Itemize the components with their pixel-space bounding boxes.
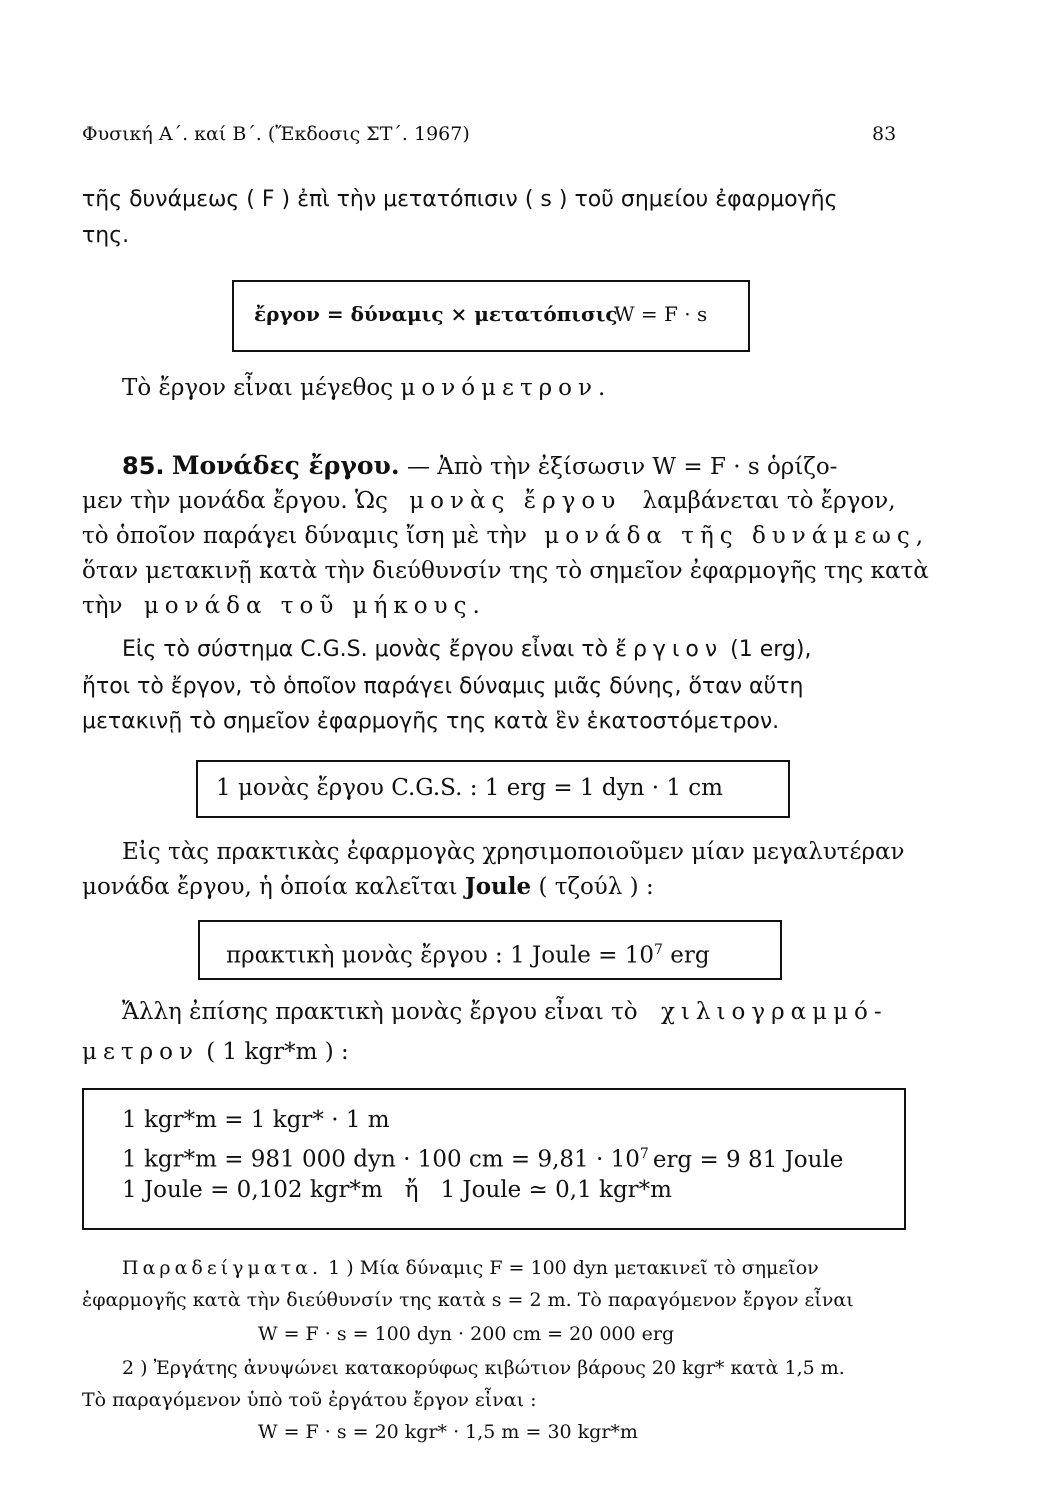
example-1-formula: W = F · s = 100 dyn · 200 cm = 20 000 erg xyxy=(258,1323,675,1345)
example-2-line-1: 2 ) Ἐργάτης ἀνυψώνει κατακορύφως κιβώτιον βάρους 20 kgr* κατὰ 1,5 m. xyxy=(122,1357,845,1379)
kgm-intro-line-1 xyxy=(122,998,888,1026)
cgs-line-2: ἤτοι τὸ ἔργον, τὸ ὁποῖον παράγει δύναμις μιᾶς δύνης, ὅταν αὕτη xyxy=(82,674,804,699)
cgs-unit-box xyxy=(196,760,790,818)
example-2-line-2: Τὸ παραγόμενον ὑπὸ τοῦ ἐργάτου ἔργον εἶναι : xyxy=(82,1389,537,1411)
joule-intro-l2-c: ( τζούλ ) : xyxy=(538,874,654,900)
section-number: 85. xyxy=(122,452,165,480)
practical-unit-box xyxy=(198,920,782,980)
joule-intro-l2-b: Joule xyxy=(464,873,532,900)
practical-unit-a: πρακτικὴ μονὰς ἔργου : 1 Joule = 10 xyxy=(226,942,655,969)
section-line-1-rest: — Ἀπὸ τὴν ἐξίσωσιν W = F · s ὁρίζο- xyxy=(406,454,838,480)
section-l2-c: λαμβάνεται τὸ ἔργον, xyxy=(642,488,896,514)
joule-intro-line-2 xyxy=(82,873,654,901)
cgs-line-3: μετακινῇ τὸ σημεῖον ἐφαρμογῆς της κατὰ ἓν ἑκατοστόμετρον. xyxy=(82,709,780,734)
section-l3-a: τὸ ὁποῖον παράγει δύναμις ἴση μὲ τὴν xyxy=(82,523,527,549)
kgm-intro-l1-a: Ἄλλη ἐπίσης πρακτικὴ μονὰς ἔργου εἶναι τὸ xyxy=(122,999,638,1025)
scalar-lead: Τὸ ἔργον εἶναι μέγεθος xyxy=(122,375,394,401)
page-number: 83 xyxy=(872,123,897,145)
scalar-spaced: μονόμετρον. xyxy=(400,375,612,401)
practical-unit-b: erg xyxy=(662,942,710,969)
section-line-2 xyxy=(82,487,896,515)
kgm-line-2-exp: 7 xyxy=(639,1146,649,1162)
section-title: Μονάδες ἔργου. xyxy=(171,451,400,480)
kgm-intro-l1-b: χιλιογραμμό- xyxy=(660,999,888,1025)
kgm-line-3: 1 Joule = 0,102 kgr*m ἤ 1 Joule ≃ 0,1 kgr*m xyxy=(122,1177,672,1203)
section-l3-b: μονάδα τῆς δυνάμεως, xyxy=(544,523,930,549)
work-definition-box xyxy=(232,280,750,352)
section-line-4: ὅταν μετακινῇ κατὰ τὴν διεύθυνσίν της τὸ σημεῖον ἐφαρμογῆς της κατὰ xyxy=(82,558,929,584)
kgm-line-2-a: 1 kgr*m = 981 000 dyn · 100 cm = 9,81 · 10 xyxy=(122,1146,640,1173)
joule-intro-line-1: Εἰς τὰς πρακτικὰς ἐφαρμογὰς χρησιμοποιοῦμεν μίαν μεγαλυτέραν xyxy=(122,839,905,865)
cgs-l1-a: Εἰς τὸ σύστημα C.G.S. μονὰς ἔργου εἶναι τὸ xyxy=(122,637,609,662)
kgm-intro-l2-b: ( 1 kgr*m ) : xyxy=(206,1039,349,1065)
kgm-line-2 xyxy=(122,1140,843,1174)
section-l2-a: μεν τὴν μονάδα ἔργου. Ὡς xyxy=(82,488,388,514)
joule-intro-l2-a: μονάδα ἔργου, ἡ ὁποία καλεῖται xyxy=(82,874,458,900)
kgm-intro-l2-a: μετρον xyxy=(82,1039,199,1065)
example-2-formula: W = F · s = 20 kgr* · 1,5 m = 30 kgr*m xyxy=(258,1421,638,1443)
examples-label: Παραδείγματα. xyxy=(122,1257,323,1279)
cgs-l1-c: (1 erg), xyxy=(730,637,812,662)
section-l2-b: μονὰς ἔργου xyxy=(409,488,622,514)
kgm-line-1: 1 kgr*m = 1 kgr* · 1 m xyxy=(122,1107,390,1133)
example-1-line-1 xyxy=(122,1256,819,1280)
work-definition-words: ἔργον = δύναμις × μετατόπισις xyxy=(254,302,618,326)
section-line-3 xyxy=(82,522,929,550)
intro-line-2: της. xyxy=(82,223,130,248)
kgm-intro-line-2 xyxy=(82,1038,349,1066)
kgm-conversion-box xyxy=(82,1088,906,1230)
practical-unit-text xyxy=(226,936,710,970)
example-1-line-2: ἐφαρμογῆς κατὰ τὴν διεύθυνσίν της κατὰ s = 2 m. Τὸ παραγόμενον ἔργον εἶναι xyxy=(82,1289,854,1311)
running-title: Φυσική Α΄. καί Β΄. (Ἔκδοσις ΣΤ΄. 1967) xyxy=(82,123,470,145)
cgs-line-1 xyxy=(122,636,811,664)
intro-line-1: τῆς δυνάμεως ( F ) ἐπὶ τὴν μετατόπισιν ( s ) τοῦ σημείου ἐφαρμογῆς xyxy=(82,187,838,212)
cgs-unit-text: 1 μονὰς ἔργου C.G.S. : 1 erg = 1 dyn · 1 cm xyxy=(216,775,723,801)
section-heading-line xyxy=(122,452,837,481)
section-l5-b: μονάδα τοῦ μήκους. xyxy=(143,593,486,619)
section-line-5 xyxy=(82,592,486,620)
practical-unit-exp: 7 xyxy=(654,942,663,958)
work-definition-symbols: W = F · s xyxy=(614,302,708,326)
cgs-l1-b: ἔργιον xyxy=(615,637,724,662)
scalar-sentence xyxy=(122,374,611,402)
example-1-l1: 1 ) Μία δύναμις F = 100 dyn μετακινεῖ τὸ σημεῖον xyxy=(328,1257,819,1279)
section-l5-a: τὴν xyxy=(82,593,123,619)
kgm-line-2-b: erg = 9 81 Joule xyxy=(652,1146,844,1173)
